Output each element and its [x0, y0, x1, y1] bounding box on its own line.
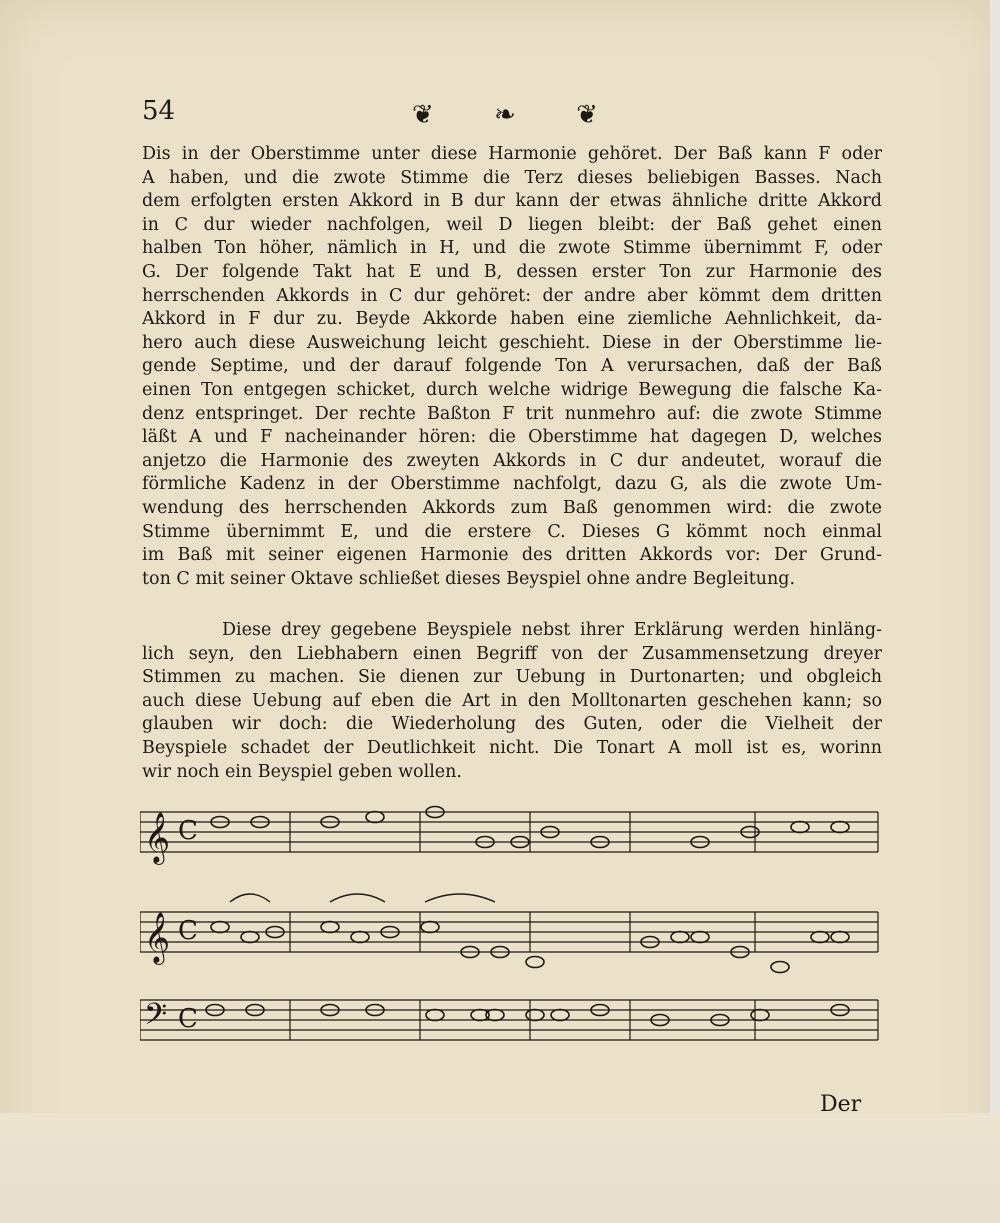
page-edge: [990, 0, 1000, 1223]
page-bottom-margin: [0, 1113, 1000, 1223]
text-line: denz entspringet. Der rechte Baßton F trit nunmehro auf: die zwote Stimme: [142, 403, 882, 424]
text-line: im Baß mit seiner eigenen Harmonie des dritten Akkords vor: Der Grund-: [142, 545, 882, 566]
text-line: G. Der folgende Takt hat E und B, dessen erster Ton zur Harmonie des: [142, 261, 882, 282]
note-head: [321, 922, 339, 933]
text-line: wir noch ein Beyspiel geben wollen.: [142, 761, 462, 782]
text-line: Stimme übernimmt E, und die erstere C. Dieses G kömmt noch einmal: [142, 521, 882, 542]
note-head: [526, 1010, 544, 1021]
note-head: [691, 932, 709, 943]
text-line: Beyspiele schadet der Deutlichkeit nicht. Die Tonart A moll ist es, worinn: [142, 737, 882, 758]
text-line: auch diese Uebung auf eben die Art in den Molltonarten geschehen kann; so: [142, 690, 882, 711]
text-line: Diese drey gegebene Beyspiele nebst ihrer Erklärung werden hinläng-: [222, 620, 882, 640]
text-line: Akkord in F dur zu. Beyde Akkorde haben eine ziemliche Aehnlichkeit, da-: [142, 309, 882, 330]
note-head: [526, 957, 544, 968]
text-line: herrschenden Akkords in C dur gehöret: der andre aber kömmt dem dritten: [142, 285, 882, 306]
text-line: lich seyn, den Liebhabern einen Begriff von der Zusammensetzung dreyer: [142, 643, 882, 664]
treble-clef-icon: 𝄞: [144, 812, 171, 863]
note-head: [421, 922, 439, 933]
text-line: in C dur wieder nachfolgen, weil D liegen bleibt: der Baß gehet einen: [142, 214, 882, 235]
note-head: [811, 932, 829, 943]
music-score: [140, 790, 885, 1070]
text-line: wendung des herrschenden Akkords zum Baß genommen wird: die zwote: [142, 497, 882, 518]
text-line: Dis in der Oberstimme unter diese Harmonie gehöret. Der Baß kann F oder: [142, 144, 882, 164]
note-head: [551, 1010, 569, 1021]
text-line: anjetzo die Harmonie des zweyten Akkords in C dur andeutet, worauf die: [142, 450, 882, 471]
text-line: gende Septime, und der darauf folgende Ton A verursachen, daß der Baß: [142, 356, 882, 377]
text-line: halben Ton höher, nämlich in H, und die zwote Stimme übernimmt F, oder: [142, 238, 882, 259]
note-head: [211, 922, 229, 933]
page-header: [142, 96, 882, 136]
catchword: Der: [820, 1092, 862, 1117]
treble-clef-icon: 𝄞: [144, 912, 171, 963]
note-head: [426, 1010, 444, 1021]
text-line: dem erfolgten ersten Akkord in B dur kann der etwas ähnliche dritte Akkord: [142, 191, 882, 212]
note-head: [791, 822, 809, 833]
note-head: [751, 1010, 769, 1021]
text-line: einen Ton entgegen schicket, durch welche widrige Bewegung die falsche Ka-: [142, 379, 882, 400]
tie-mark: [425, 894, 495, 902]
time-signature: C: [178, 916, 198, 946]
note-head: [831, 822, 849, 833]
text-line: A haben, und die zwote Stimme die Terz dieses beliebigen Basses. Nach: [142, 167, 882, 188]
text-line: ton C mit seiner Oktave schließet dieses Beyspiel ohne andre Begleitung.: [142, 568, 796, 589]
tie-mark: [230, 894, 270, 902]
text-line: läßt A und F nacheinander hören: die Oberstimme hat dagegen D, welches: [142, 427, 882, 448]
text-line: hero auch diese Ausweichung leicht geschieht. Diese in der Oberstimme lie-: [142, 332, 882, 353]
note-head: [241, 932, 259, 943]
text-line: förmliche Kadenz in der Oberstimme nachfolgt, dazu G, als die zwote Um-: [142, 474, 882, 495]
note-head: [671, 932, 689, 943]
ornament-icon: ❦ ❧ ❦: [412, 100, 624, 130]
note-head: [366, 812, 384, 823]
tie-mark: [330, 894, 385, 902]
bass-clef-icon: 𝄢: [144, 998, 168, 1039]
note-head: [831, 932, 849, 943]
paragraph-2: [142, 619, 882, 784]
page-number: 54: [142, 96, 176, 126]
time-signature: C: [178, 816, 198, 846]
time-signature: C: [178, 1004, 198, 1034]
text-line: glauben wir doch: die Wiederholung des Guten, oder die Vielheit der: [142, 714, 882, 735]
paragraph-1: [142, 143, 882, 591]
text-line: Stimmen zu machen. Sie dienen zur Uebung in Durtonarten; und obgleich: [142, 667, 882, 688]
note-head: [771, 962, 789, 973]
note-head: [351, 932, 369, 943]
